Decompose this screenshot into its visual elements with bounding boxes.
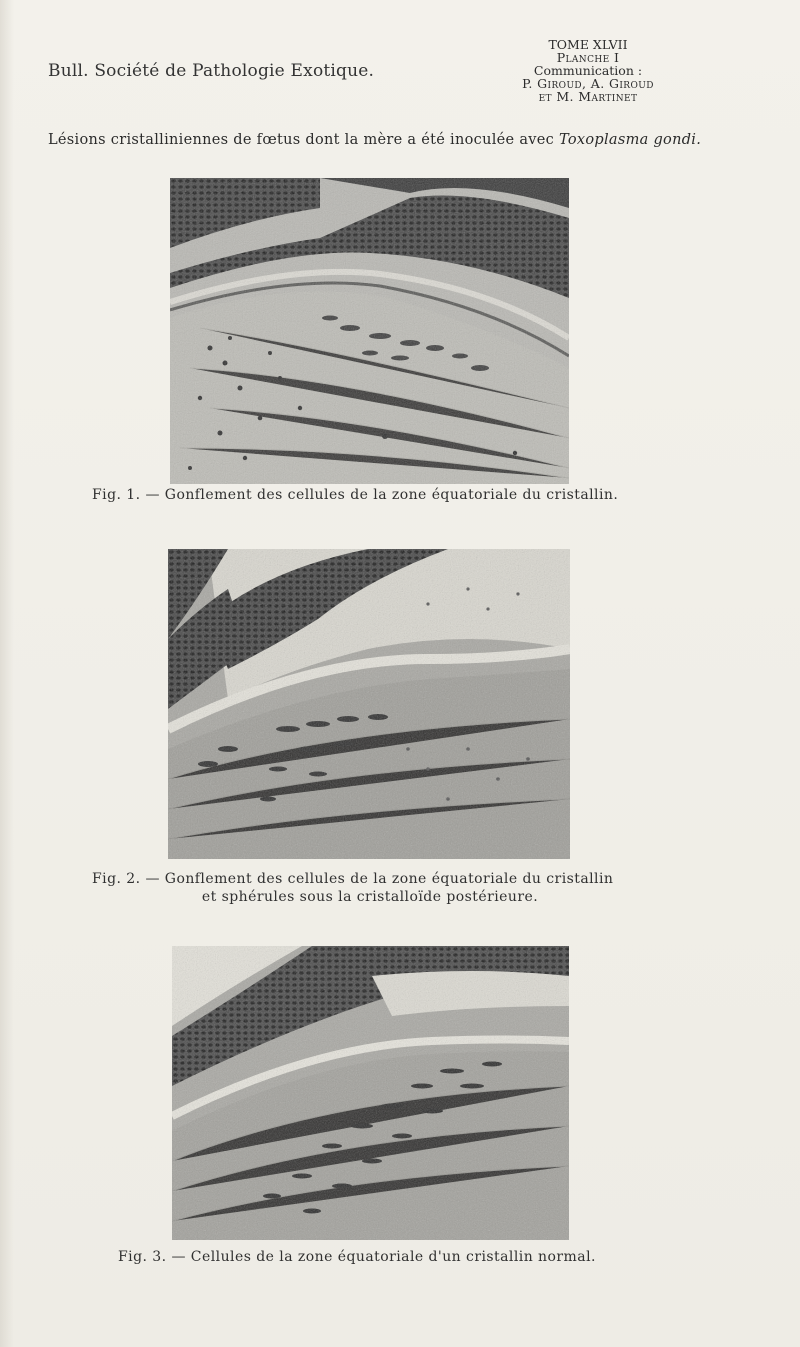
authors-line-2: et M. Martinet <box>538 89 638 104</box>
tome-label: TOME XLVII <box>548 37 628 52</box>
plate-reference <box>503 38 673 103</box>
figure-1-caption: Fig. 1. — Gonflement des cellules de la zone équatoriale du cristallin. <box>92 487 619 503</box>
figure-2-micrograph <box>168 549 570 859</box>
figure-1-micrograph <box>170 178 569 484</box>
plate-caption-text: Lésions cristalliniennes de fœtus dont la mère a été inoculée avec <box>48 132 559 148</box>
communication-label: Communication : <box>533 63 643 78</box>
plate-caption-species: Toxoplasma gondi. <box>558 132 702 148</box>
figure-3-caption: Fig. 3. — Cellules de la zone équatoriale d'un cristallin normal. <box>118 1249 596 1265</box>
planche-label: Planche I <box>556 50 620 65</box>
figure-2-caption-line-2: et sphérules sous la cristalloïde postérieure. <box>201 889 539 905</box>
figure-2-caption-line-1: Fig. 2. — Gonflement des cellules de la zone équatoriale du cristallin <box>92 871 614 887</box>
authors-line-1: P. Giroud, A. Giroud <box>522 76 654 91</box>
figure-3-micrograph <box>172 946 569 1240</box>
journal-title: Bull. Société de Pathologie Exotique. <box>48 61 375 81</box>
plate-caption <box>48 132 701 148</box>
